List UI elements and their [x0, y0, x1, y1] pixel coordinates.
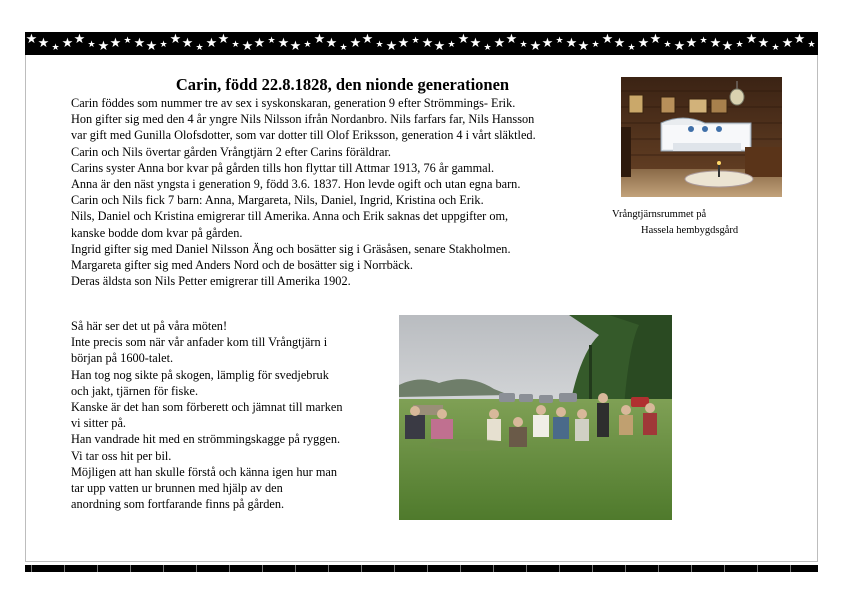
star-icon: ★	[361, 32, 373, 47]
star-icon: ★	[339, 43, 347, 53]
border-tick	[394, 565, 395, 572]
star-icon: ★	[447, 40, 455, 50]
border-tick	[559, 565, 560, 572]
text-line: Hon gifter sig med den 4 år yngre Nils Nilsson ifrån Nordanbro. Nils farfars far, Nils Hansson	[71, 112, 535, 127]
star-icon: ★	[541, 36, 553, 51]
star-icon: ★	[529, 39, 541, 54]
border-tick	[163, 565, 164, 572]
star-icon: ★	[673, 39, 685, 54]
star-icon: ★	[25, 32, 37, 47]
star-icon: ★	[699, 36, 707, 46]
star-icon: ★	[61, 36, 73, 51]
star-icon: ★	[73, 32, 85, 47]
star-icon: ★	[241, 39, 253, 54]
star-icon: ★	[375, 40, 383, 50]
border-tick	[130, 565, 131, 572]
border-tick	[427, 565, 428, 572]
text-line: Carins syster Anna bor kvar på gården tills hon flyttar till Attmar 1913, 76 år gammal.	[71, 160, 495, 175]
text-line: Nils, Daniel och Kristina emigrerar till Amerika. Anna och Erik saknas det uppgifter om,	[71, 209, 509, 224]
star-icon: ★	[745, 32, 757, 47]
border-tick	[493, 565, 494, 572]
star-icon: ★	[685, 36, 697, 51]
text-line: och jakt, tjärnen för fiske.	[71, 383, 199, 398]
page-title: Carin, född 22.8.1828, den nionde generationen	[175, 75, 510, 94]
star-border	[25, 32, 865, 54]
star-icon: ★	[771, 43, 779, 53]
star-icon: ★	[793, 32, 805, 47]
border-tick	[328, 565, 329, 572]
star-icon: ★	[493, 36, 505, 51]
star-icon: ★	[267, 36, 275, 46]
star-icon: ★	[663, 40, 671, 50]
star-icon: ★	[469, 36, 481, 51]
border-tick	[460, 565, 461, 572]
star-icon: ★	[385, 39, 397, 54]
text-line: Vi tar oss hit per bil.	[71, 448, 172, 463]
star-icon: ★	[289, 39, 301, 54]
text-line: Carin föddes som nummer tre av sex i syskonskaran, generation 9 efter Strömmings- Erik.	[71, 96, 516, 110]
star-icon: ★	[109, 36, 121, 51]
star-icon: ★	[195, 43, 203, 53]
star-icon: ★	[51, 43, 59, 53]
text-line: Anna är den näst yngsta i generation 9, född 3.6. 1837. Hon levde ogift och utan egna barn.	[71, 177, 521, 192]
star-icon: ★	[483, 43, 491, 53]
star-icon: ★	[421, 36, 433, 51]
star-icon: ★	[411, 36, 419, 46]
meeting-text	[71, 318, 391, 512]
star-icon: ★	[757, 36, 769, 51]
text-line: Möjligen att han skulle förstå och känna igen hur man	[71, 464, 338, 479]
photo-caption	[612, 207, 792, 239]
star-icon: ★	[433, 39, 445, 54]
star-icon: ★	[519, 40, 527, 50]
star-icon: ★	[97, 39, 109, 54]
room-photo	[621, 77, 782, 197]
border-tick	[295, 565, 296, 572]
text-line: anordning som fortfarande finns på gården.	[71, 497, 285, 512]
star-icon: ★	[817, 39, 829, 54]
star-icon: ★	[397, 36, 409, 51]
meeting-photo	[399, 315, 672, 520]
text-line: Deras äldsta son Nils Petter emigrerar till Amerika 1902.	[71, 274, 351, 289]
text-line: Inte precis som när vår anfader kom till Vrångtjärn i	[71, 335, 328, 350]
border-tick	[658, 565, 659, 572]
border-tick	[625, 565, 626, 572]
star-icon: ★	[781, 36, 793, 51]
star-icon: ★	[349, 36, 361, 51]
star-icon: ★	[205, 36, 217, 51]
star-icon: ★	[721, 39, 733, 54]
text-line: var gift med Gunilla Olofsdotter, som var dotter till Olof Eriksson, generation 4 i vårt släktled.	[71, 128, 536, 143]
star-icon: ★	[159, 40, 167, 50]
border-tick	[592, 565, 593, 572]
star-icon: ★	[829, 36, 841, 51]
caption-line-1: Vrångtjärnsrummet på	[612, 209, 707, 220]
text-line: tar upp vatten ur brunnen med hjälp av den	[71, 481, 283, 496]
border-tick	[724, 565, 725, 572]
meeting-photo-drawing	[399, 315, 672, 520]
header-rule	[25, 54, 818, 55]
border-tick	[97, 565, 98, 572]
star-icon: ★	[217, 32, 229, 47]
star-icon: ★	[601, 32, 613, 47]
border-tick	[526, 565, 527, 572]
border-tick	[31, 565, 32, 572]
text-line: Carin och Nils fick 7 barn: Anna, Margareta, Nils, Daniel, Ingrid, Kristina och Erik.	[71, 193, 484, 208]
room-photo-drawing	[621, 77, 782, 197]
star-icon: ★	[555, 36, 563, 46]
star-icon: ★	[577, 39, 589, 54]
star-icon: ★	[649, 32, 661, 47]
border-tick	[757, 565, 758, 572]
text-line: början på 1600-talet.	[71, 351, 174, 366]
text-line: Han vandrade hit med en strömmingskagge på ryggen.	[71, 432, 341, 447]
border-tick	[229, 565, 230, 572]
star-icon: ★	[181, 36, 193, 51]
border-tick	[361, 565, 362, 572]
text-line: Så här ser det ut på våra möten!	[71, 319, 228, 333]
star-icon: ★	[565, 36, 577, 51]
star-icon: ★	[591, 40, 599, 50]
star-icon: ★	[145, 39, 157, 54]
star-icon: ★	[231, 40, 239, 50]
star-icon: ★	[87, 40, 95, 50]
star-icon: ★	[123, 36, 131, 46]
star-icon: ★	[37, 36, 49, 51]
star-icon: ★	[807, 40, 815, 50]
star-icon: ★	[709, 36, 721, 51]
star-icon: ★	[735, 40, 743, 50]
star-icon: ★	[133, 36, 145, 51]
star-icon: ★	[277, 36, 289, 51]
bottom-border	[25, 565, 818, 572]
star-icon: ★	[325, 36, 337, 51]
star-icon: ★	[853, 36, 865, 51]
star-icon: ★	[637, 36, 649, 51]
star-icon: ★	[505, 32, 517, 47]
star-icon: ★	[843, 36, 851, 46]
star-icon: ★	[313, 32, 325, 47]
text-line: kanske bodde dom kvar på gården.	[71, 225, 243, 240]
text-line: Margareta gifter sig med Anders Nord och de bosätter sig i Norrbäck.	[71, 258, 413, 273]
border-tick	[691, 565, 692, 572]
text-line: Ingrid gifter sig med Daniel Nilsson Äng och bosätter sig i Gräsåsen, senare Stakholmen.	[71, 241, 511, 256]
border-tick	[196, 565, 197, 572]
star-icon: ★	[627, 43, 635, 53]
text-line: Kanske är det han som förberett och jämnat till marken	[71, 400, 343, 415]
star-icon: ★	[457, 32, 469, 47]
border-tick	[262, 565, 263, 572]
text-line: vi sitter på.	[71, 416, 126, 431]
main-text	[71, 95, 611, 289]
star-icon: ★	[613, 36, 625, 51]
text-line: Han tog nog sikte på skogen, lämplig för svedjebruk	[71, 367, 329, 382]
text-line: Carin och Nils övertar gården Vrångtjärn 2 efter Carins föräldrar.	[71, 144, 392, 159]
star-icon: ★	[253, 36, 265, 51]
star-icon: ★	[303, 40, 311, 50]
star-icon: ★	[169, 32, 181, 47]
border-tick	[790, 565, 791, 572]
caption-line-2: Hassela hembygdsgård	[641, 225, 739, 236]
border-tick	[64, 565, 65, 572]
